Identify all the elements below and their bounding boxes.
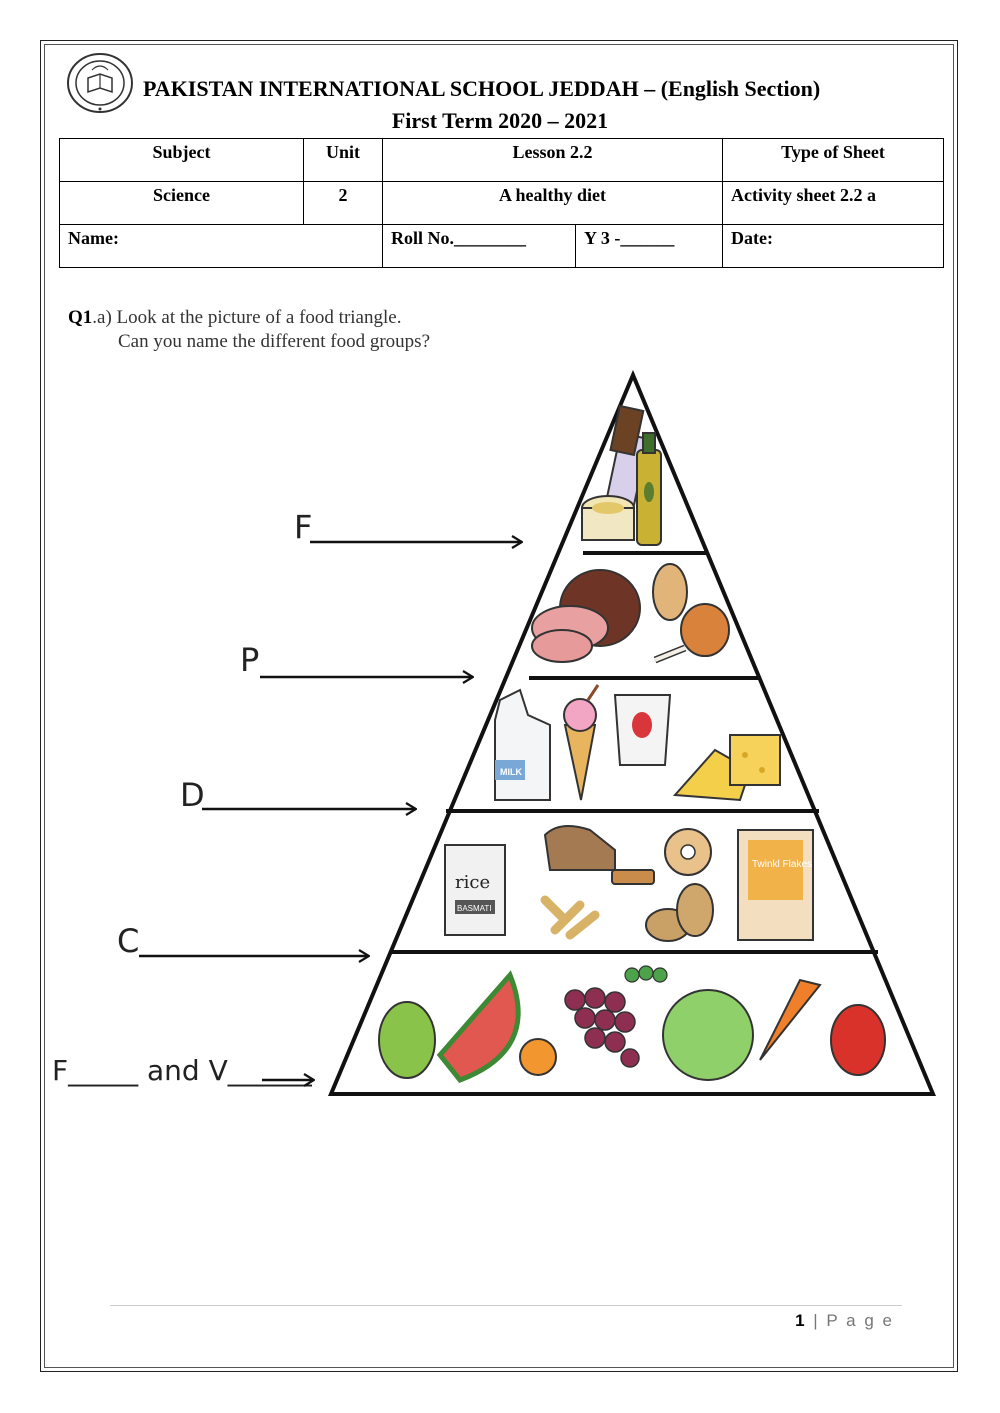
unit-header: Unit: [304, 139, 383, 182]
roll-field[interactable]: Roll No.________: [383, 225, 576, 268]
question-line-1: .a) Look at the picture of a food triangle.: [92, 307, 402, 328]
milk-label: MILK: [500, 767, 522, 777]
lesson-value: A healthy diet: [383, 182, 723, 225]
watermelon-icon: [440, 975, 518, 1080]
lesson-header: Lesson 2.2: [383, 139, 723, 182]
label-dairy: D: [180, 776, 205, 814]
bread-icon: [545, 826, 654, 884]
orange-icon: [520, 1039, 556, 1075]
term-title: First Term 2020 – 2021: [391, 108, 609, 133]
type-header: Type of Sheet: [723, 139, 944, 182]
food-pyramid: [40, 360, 950, 1110]
question-number: Q1: [68, 307, 93, 328]
carrots-icon: [760, 980, 820, 1060]
cheese-icon: [675, 735, 780, 800]
rice-label: rice: [455, 872, 491, 893]
red-apple-icon: [831, 1005, 885, 1075]
egg-icon: [653, 564, 687, 620]
cereal-label: Twinkl Flakes: [752, 859, 813, 870]
yogurt-icon: [615, 695, 670, 765]
school-name: PAKISTAN INTERNATIONAL SCHOOL JEDDAH – (English Section): [143, 76, 821, 101]
pasta-icon: [545, 900, 595, 935]
info-table: [59, 138, 944, 268]
oil-bottle-icon: [637, 433, 661, 545]
bagel-icon: [665, 829, 711, 875]
subject-value: Science: [60, 182, 304, 225]
question-1: [68, 306, 430, 354]
year-field[interactable]: Y 3 -______: [576, 225, 723, 268]
page-label: | P a g e: [813, 1311, 894, 1330]
tier-proteins: [532, 564, 729, 662]
butter-tub-icon: [582, 496, 634, 540]
potatoes-icon: [646, 884, 713, 941]
page-number: [795, 1311, 894, 1331]
tier-fats: [582, 406, 661, 545]
ice-cream-icon: [564, 685, 598, 800]
rice-box-text: BASMATI: [457, 904, 492, 913]
milk-icon: [495, 690, 550, 800]
label-carbohydrates: C: [117, 922, 140, 960]
page-number-value: 1: [795, 1311, 807, 1330]
name-field[interactable]: Name:: [60, 225, 383, 268]
peas-icon: [625, 966, 667, 982]
tier-carbohydrates: [445, 826, 813, 941]
footer-divider: [110, 1305, 902, 1306]
unit-value: 2: [304, 182, 383, 225]
grapes-icon: [565, 988, 639, 1067]
label-proteins: P: [240, 641, 260, 679]
label-fruits-vegetables: F_____ and V______: [52, 1054, 312, 1087]
school-logo: [66, 52, 134, 114]
cereal-box-icon: [738, 830, 813, 940]
tier-fruits-vegetables: [379, 966, 885, 1080]
date-field[interactable]: Date:: [723, 225, 944, 268]
question-line-2: Can you name the different food groups?: [118, 331, 431, 352]
label-fats: F: [294, 508, 313, 546]
rice-box-icon: [445, 845, 505, 935]
type-value: Activity sheet 2.2 a: [723, 182, 944, 225]
green-apple-icon: [379, 1002, 435, 1078]
cabbage-icon: [663, 990, 753, 1080]
subject-header: Subject: [60, 139, 304, 182]
ham-icon: [532, 570, 640, 662]
tier-dairy: [495, 685, 780, 800]
